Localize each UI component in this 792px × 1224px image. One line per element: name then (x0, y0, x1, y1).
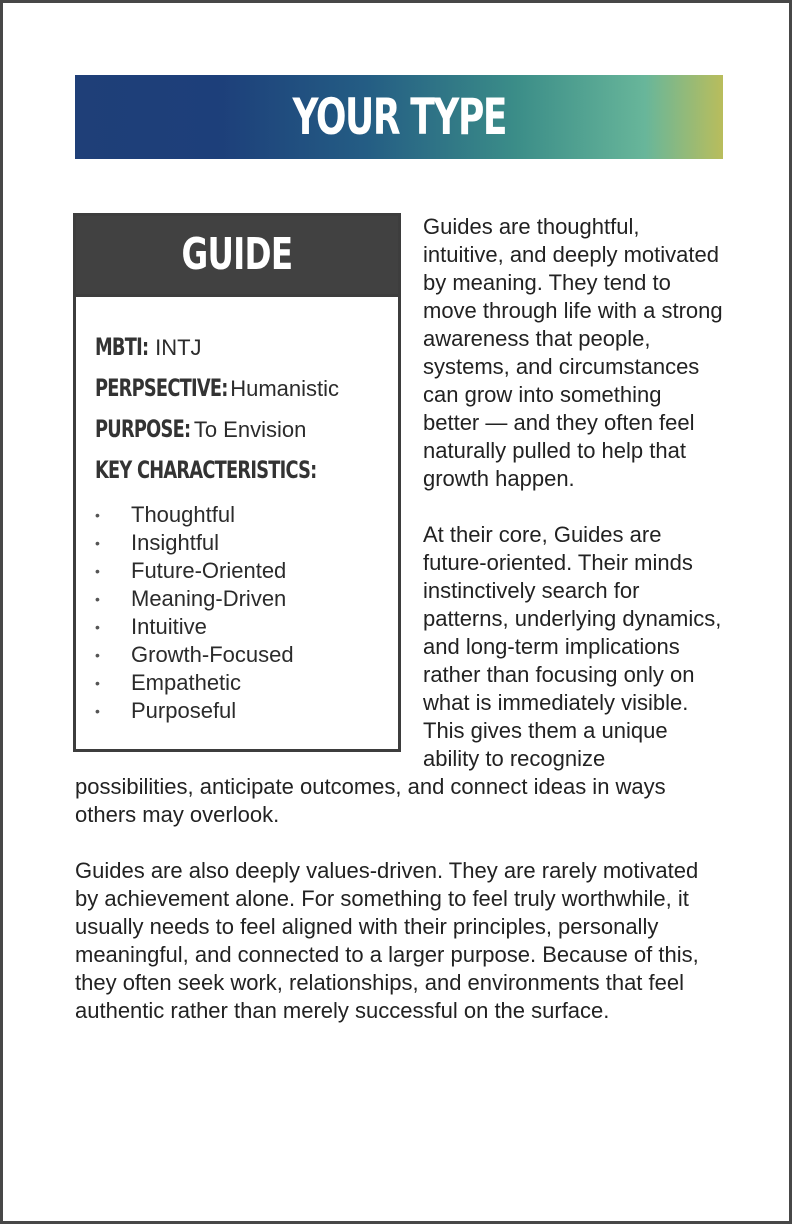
bullet-icon: • (95, 563, 100, 579)
bullet-icon: • (95, 619, 100, 635)
characteristic-label: Intuitive (131, 614, 207, 639)
bullet-icon: • (95, 675, 100, 691)
perspective-field (95, 368, 398, 409)
list-item (95, 529, 398, 557)
type-card-header (76, 216, 398, 294)
type-name: GUIDE (181, 229, 293, 280)
list-item (95, 669, 398, 697)
bullet-icon: • (95, 591, 100, 607)
characteristic-label: Empathetic (131, 670, 242, 695)
characteristic-label: Future-Oriented (131, 558, 287, 583)
mbti-label: MBTI: (95, 333, 149, 361)
list-item (95, 697, 398, 725)
characteristic-label: Meaning-Driven (131, 586, 287, 611)
perspective-value: Humanistic (230, 376, 340, 401)
bullet-icon: • (95, 535, 100, 551)
purpose-field (95, 409, 398, 450)
purpose-label: PURPOSE: (95, 415, 191, 443)
characteristics-field (95, 450, 398, 491)
mbti-field (95, 327, 398, 368)
characteristic-label: Insightful (131, 530, 220, 555)
title-banner (75, 75, 723, 159)
mbti-value: INTJ (155, 335, 202, 360)
body-paragraph-2: At their core, Guides are future-oriented. Their minds instinctively search for patterns, underlying dynamics, and long-term implications rather than focusing only on what is immediately visible. This gives them a unique ability to recognize possibilities, anticipate outcomes, and connect ideas in ways others may overlook. (75, 522, 722, 827)
type-card (73, 213, 401, 752)
characteristics-label: KEY CHARACTERISTICS: (95, 456, 317, 484)
bullet-icon: • (95, 703, 100, 719)
bullet-icon: • (95, 507, 100, 523)
list-item (95, 557, 398, 585)
characteristic-label: Thoughtful (131, 502, 235, 527)
purpose-value: To Envision (193, 417, 307, 442)
characteristics-list (95, 501, 398, 725)
list-item (95, 641, 398, 669)
type-card-body (76, 294, 398, 749)
list-item (95, 613, 398, 641)
bullet-icon: • (95, 647, 100, 663)
characteristic-label: Growth-Focused (131, 642, 294, 667)
list-item (95, 585, 398, 613)
content-area (75, 213, 723, 1053)
list-item (95, 501, 398, 529)
body-paragraph-1: Guides are thoughtful, intuitive, and deeply motivated by meaning. They tend to move through life with a strong awareness that people, systems, and circumstances can grow into something better — and they often feel naturally pulled to help that growth happen. (423, 214, 723, 491)
perspective-label: PERPSECTIVE: (95, 374, 228, 402)
page-title: YOUR TYPE (292, 88, 506, 146)
body-paragraph-3: Guides are also deeply values-driven. They are rarely motivated by achievement alone. For something to feel truly worthwhile, it usually needs to feel aligned with their principles, personally meaningful, and connected to a larger purpose. Because of this, they often seek work, relationships, and environments that feel authentic rather than merely successful on the surface. (75, 858, 699, 1023)
characteristic-label: Purposeful (131, 698, 237, 723)
